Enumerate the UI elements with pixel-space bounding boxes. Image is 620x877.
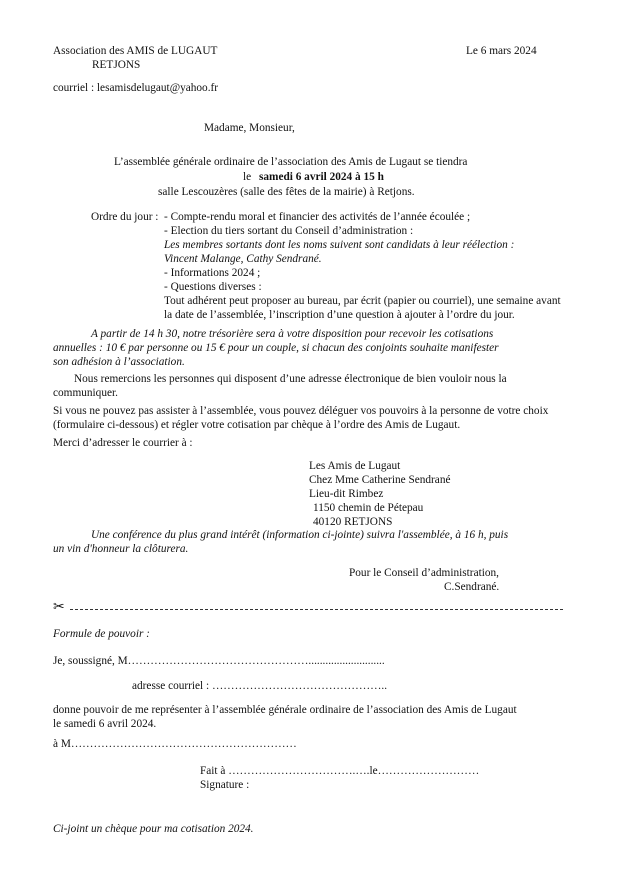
signature-label: Signature : bbox=[200, 779, 250, 791]
cut-line-divider bbox=[70, 609, 563, 610]
form-title: Formule de pouvoir : bbox=[53, 628, 150, 640]
email-field[interactable]: adresse courriel : ……………………………………….. bbox=[132, 680, 388, 692]
agenda-item: - Questions diverses : bbox=[164, 281, 262, 293]
address-line: Les Amis de Lugaut bbox=[309, 460, 401, 472]
conference-text: Une conférence du plus grand intérêt (information ci-jointe) suivra l'assemblée, à 16 h, puis bbox=[91, 529, 509, 541]
soussigne-field[interactable]: Je, soussigné, M…………………………………………........................... bbox=[53, 655, 385, 667]
address-line: Lieu-dit Rimbez bbox=[309, 488, 384, 500]
association-town: RETJONS bbox=[92, 59, 141, 71]
association-name: Association des AMIS de LUGAUT bbox=[53, 45, 218, 57]
proxy-info: Si vous ne pouvez pas assister à l’assemblée, vous pouvez déléguer vos pouvoirs à la personne de votre choix bbox=[53, 405, 549, 417]
cotisation-text: annuelles : 10 € par personne ou 15 € pour un couple, si chacun des conjoints souhaite manifester bbox=[53, 342, 499, 354]
agenda-item: - Election du tiers sortant du Conseil d’administration : bbox=[164, 225, 414, 237]
signature-line: Pour le Conseil d’administration, bbox=[349, 567, 499, 579]
salutation: Madame, Monsieur, bbox=[204, 122, 295, 134]
address-line: 40120 RETJONS bbox=[313, 516, 393, 528]
announcement-line2 bbox=[243, 170, 384, 184]
signature-name: C.Sendrané. bbox=[444, 581, 500, 593]
scissors-icon: ✂ bbox=[53, 599, 65, 615]
address-line: Chez Mme Catherine Sendrané bbox=[309, 474, 451, 486]
place-date-field[interactable]: Fait à …………………………….….le……………………… bbox=[200, 765, 480, 777]
proxy-name-field[interactable]: à M…………………………………………………… bbox=[53, 738, 297, 750]
announcement-venue: salle Lescouzères (salle des fêtes de la mairie) à Retjons. bbox=[158, 186, 415, 198]
address-line: 1150 chemin de Pétepau bbox=[313, 502, 424, 514]
candidates-intro: Les membres sortants dont les noms suivent sont candidats à leur réélection : bbox=[164, 239, 515, 251]
agenda-item: - Informations 2024 ; bbox=[164, 267, 261, 279]
pouvoir-text: le samedi 6 avril 2024. bbox=[53, 718, 157, 730]
conference-text: un vin d'honneur la clôturera. bbox=[53, 543, 189, 555]
pouvoir-text: donne pouvoir de me représenter à l’assemblée générale ordinaire de l’association des Amis de Lugaut bbox=[53, 704, 517, 716]
proxy-info: (formulaire ci-dessous) et régler votre cotisation par chèque à l’ordre des Amis de Lugaut. bbox=[53, 419, 461, 431]
announcement-prefix: le bbox=[243, 171, 252, 183]
email-request: communiquer. bbox=[53, 387, 118, 399]
candidates-names: Vincent Malange, Cathy Sendrané. bbox=[164, 253, 322, 265]
meeting-date: samedi 6 avril 2024 à 15 h bbox=[258, 171, 384, 183]
check-note: Ci-joint un chèque pour ma cotisation 2024. bbox=[53, 823, 254, 835]
email-request: Nous remercions les personnes qui disposent d’une adresse électronique de bien vouloir nous la bbox=[74, 373, 507, 385]
announcement-line1: L’assemblée générale ordinaire de l’association des Amis de Lugaut se tiendra bbox=[114, 156, 468, 168]
agenda-note: Tout adhérent peut proposer au bureau, par écrit (papier ou courriel), une semaine avant bbox=[164, 295, 561, 307]
send-to-label: Merci d’adresser le courrier à : bbox=[53, 437, 193, 449]
association-email: courriel : lesamisdelugaut@yahoo.fr bbox=[53, 82, 219, 94]
agenda-note: la date de l’assemblée, l’inscription d’une question à ajouter à l’ordre du jour. bbox=[164, 309, 515, 321]
cotisation-text: son adhésion à l’association. bbox=[53, 356, 185, 368]
letter-date: Le 6 mars 2024 bbox=[466, 45, 537, 57]
agenda-label: Ordre du jour : bbox=[91, 211, 159, 223]
cotisation-text: A partir de 14 h 30, notre trésorière sera à votre disposition pour recevoir les cotisations bbox=[91, 328, 494, 340]
agenda-item: - Compte-rendu moral et financier des activités de l’année écoulée ; bbox=[164, 211, 471, 223]
